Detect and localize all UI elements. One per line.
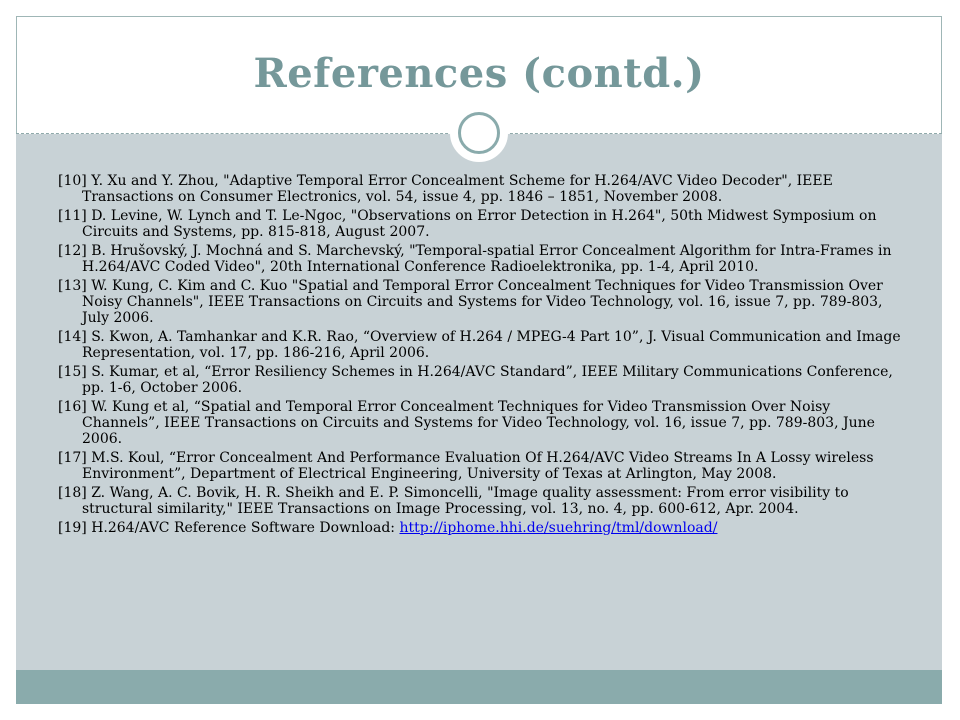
reference-item: [13] W. Kung, C. Kim and C. Kuo "Spatial and Temporal Error Concealment Techniques for Video Transmission Over Noisy Channels", IEEE Transactions on Circuits and Systems for Video Technology, vol. 16, issue 7, pp. 789-803, July 2006.	[58, 278, 883, 326]
reference-item: [12] B. Hrušovský, J. Mochná and S. Marchevský, "Temporal-spatial Error Concealment Algorithm for Intra-Frames in H.264/AVC Coded Video", 20th International Conference Radioelektronika, pp. 1-4, April 2010.	[58, 243, 892, 275]
reference-item: [10] Y. Xu and Y. Zhou, "Adaptive Temporal Error Concealment Scheme for H.264/AVC Video Decoder", IEEE Transactions on Consumer Electronics, vol. 54, issue 4, pp. 1846 – 1851, November 2008.	[58, 173, 833, 205]
reference-item: [16] W. Kung et al, “Spatial and Temporal Error Concealment Techniques for Video Transmission Over Noisy Channels”, IEEE Transactions on Circuits and Systems for Video Technology, vol. 16, issue 7, pp. 789-803, June 2006.	[58, 399, 875, 447]
software-download-link[interactable]: http://iphome.hhi.de/suehring/tml/download/	[399, 520, 718, 536]
reference-download-label: [19] H.264/AVC Reference Software Download:	[58, 520, 400, 536]
slide-title: References (contd.)	[253, 50, 705, 97]
reference-list	[58, 173, 908, 539]
reference-item: [14] S. Kwon, A. Tamhankar and K.R. Rao, “Overview of H.264 / MPEG-4 Part 10”, J. Visual Communication and Image Representation, vol. 17, pp. 186-216, April 2006.	[58, 329, 901, 361]
reference-item: [11] D. Levine, W. Lynch and T. Le-Ngoc, "Observations on Error Detection in H.264", 50th Midwest Symposium on Circuits and Systems, pp. 815-818, August 2007.	[58, 208, 877, 240]
reference-item-download	[58, 520, 908, 536]
reference-item: [17] M.S. Koul, “Error Concealment And Performance Evaluation Of H.264/AVC Video Streams In A Lossy wireless Environment”, Department of Electrical Engineering, University of Texas at Arlington, May 2008.	[58, 450, 874, 482]
reference-item: [15] S. Kumar, et al, “Error Resiliency Schemes in H.264/AVC Standard”, IEEE Military Communications Conference, pp. 1-6, October 2006.	[58, 364, 893, 396]
footer-bar	[16, 670, 942, 704]
ring-circle-icon	[450, 104, 508, 162]
reference-item: [18] Z. Wang, A. C. Bovik, H. R. Sheikh and E. P. Simoncelli, "Image quality assessment: From error visibility to structural similarity," IEEE Transactions on Image Processing, vol. 13, no. 4, pp. 600-612, Apr. 2004.	[58, 485, 849, 517]
